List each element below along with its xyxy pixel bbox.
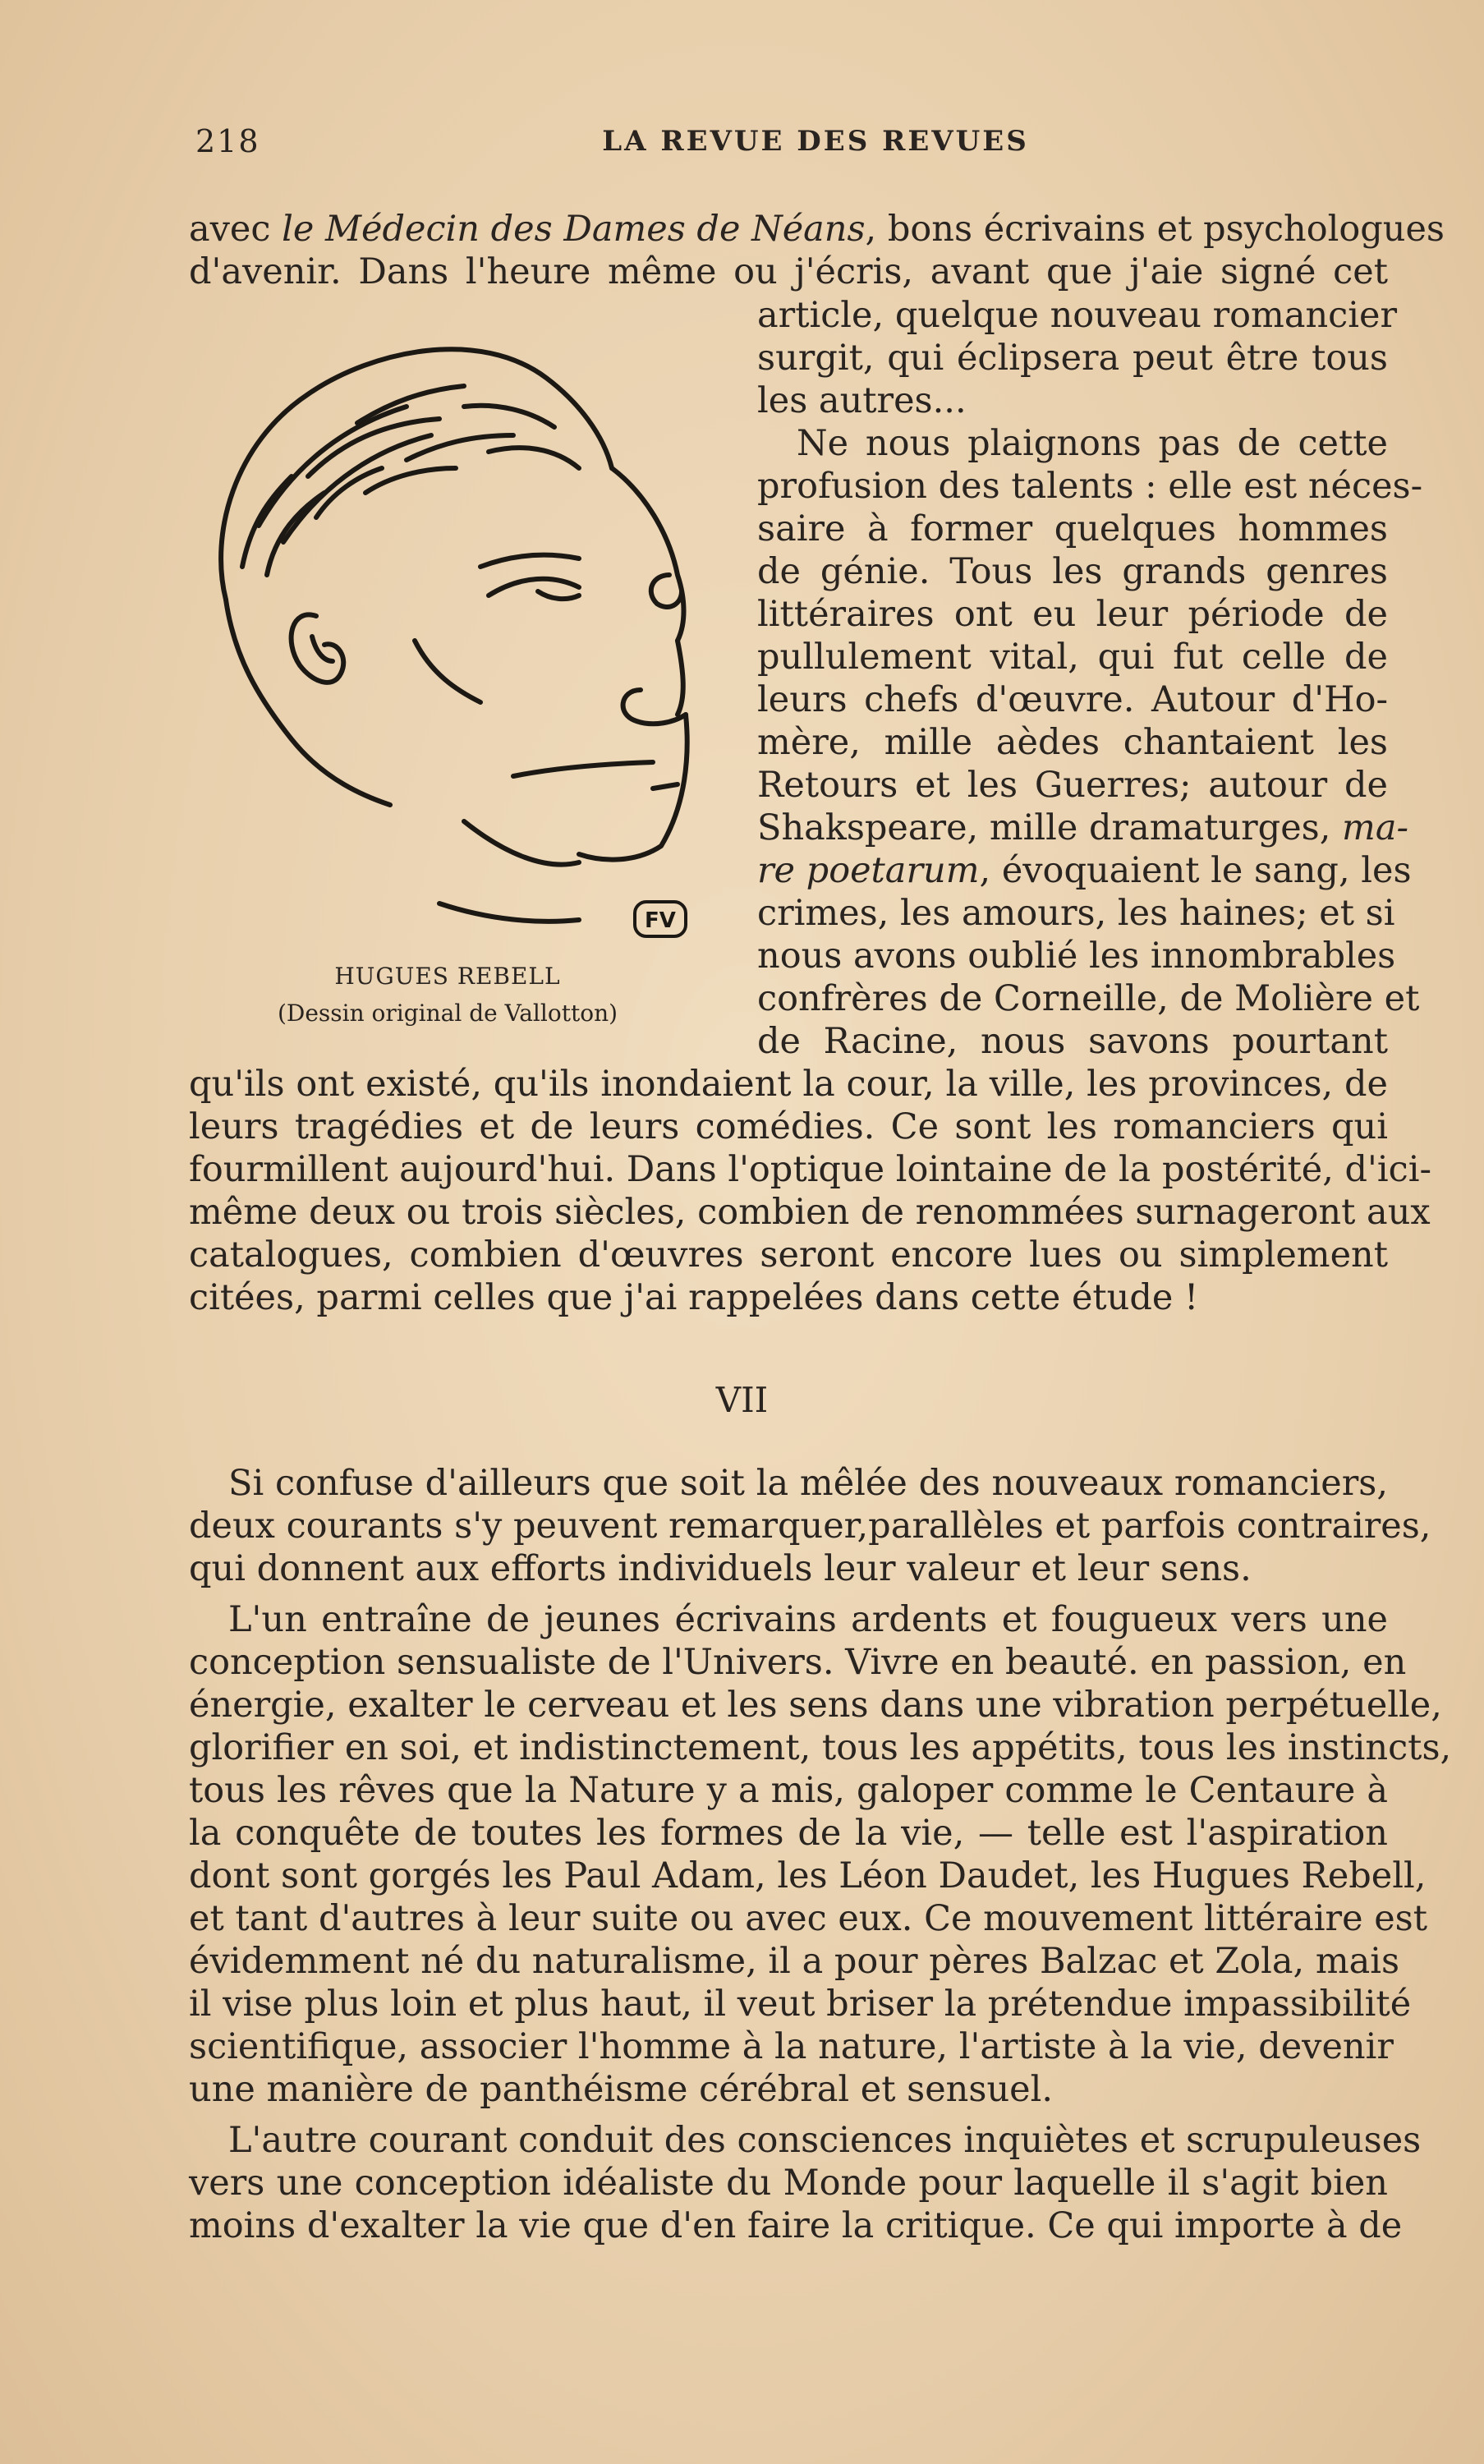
- text-line: et tant d'autres à leur suite ou avec eux. Ce mouvement littéraire est: [189, 1898, 1427, 1939]
- figure-caption-credit: (Dessin original de Vallotton): [277, 1000, 618, 1027]
- text-line: crimes, les amours, les haines; et si: [757, 893, 1395, 934]
- text-line: Retours et les Guerres; autour de: [757, 765, 1388, 806]
- text-line: nous avons oublié les innombrables: [757, 935, 1396, 977]
- figure-caption-name: HUGUES REBELL: [334, 963, 561, 990]
- text-line: surgit, qui éclipsera peut être tous: [757, 338, 1388, 379]
- page-header: [195, 123, 1386, 172]
- text-line: citées, parmi celles que j'ai rappelées dans cette étude !: [189, 1277, 1199, 1318]
- text-line: moins d'exalter la vie que d'en faire la critique. Ce qui importe à de: [189, 2205, 1403, 2246]
- text-line: Ne nous plaignons pas de cette: [797, 423, 1388, 464]
- text-line: pullulement vital, qui fut celle de: [757, 637, 1388, 678]
- text-line: même deux ou trois siècles, combien de renommées surnageront aux: [189, 1192, 1431, 1233]
- text-line: leurs tragédies et de leurs comédies. Ce sont les romanciers qui: [189, 1106, 1388, 1147]
- text-line: L'un entraîne de jeunes écrivains ardents et fougueux vers une: [228, 1599, 1388, 1640]
- text-line: article, quelque nouveau romancier: [757, 295, 1397, 336]
- page-number: 218: [195, 123, 260, 159]
- text-line: les autres...: [757, 380, 967, 421]
- text-line: une manière de panthéisme cérébral et sensuel.: [189, 2069, 1054, 2110]
- portrait-drawing: [193, 329, 723, 953]
- text-line: scientifique, associer l'homme à la nature, l'artiste à la vie, devenir: [189, 2026, 1394, 2067]
- text-line: conception sensualiste de l'Univers. Vivre en beauté. en passion, en: [189, 1642, 1407, 1683]
- text-line: de Racine, nous savons pourtant: [757, 1021, 1388, 1062]
- text-line: qu'ils ont existé, qu'ils inondaient la cour, la ville, les provinces, de: [189, 1064, 1388, 1105]
- text-line: tous les rêves que la Nature y a mis, galoper comme le Centaure à: [189, 1770, 1388, 1811]
- text-line: confrères de Corneille, de Molière et: [757, 978, 1420, 1019]
- text-line: la conquête de toutes les formes de la vie, — telle est l'aspiration: [189, 1813, 1388, 1854]
- text-line: dont sont gorgés les Paul Adam, les Léon Daudet, les Hugues Rebell,: [189, 1855, 1427, 1896]
- text-line: qui donnent aux efforts individuels leur valeur et leur sens.: [189, 1548, 1252, 1589]
- section-heading: VII: [715, 1380, 769, 1420]
- text-line: profusion des talents : elle est néces-: [757, 466, 1423, 507]
- text-line: fourmillent aujourd'hui. Dans l'optique lointaine de la postérité, d'ici-: [189, 1149, 1431, 1190]
- text-line: littéraires ont eu leur période de: [757, 594, 1388, 635]
- text-line: leurs chefs d'œuvre. Autour d'Ho-: [757, 679, 1388, 720]
- text-line: énergie, exalter le cerveau et les sens dans une vibration perpétuelle,: [189, 1685, 1442, 1726]
- text-line: L'autre courant conduit des consciences inquiètes et scrupuleuses: [228, 2120, 1422, 2161]
- text-line: mère, mille aèdes chantaient les: [757, 722, 1388, 763]
- monogram-icon: [635, 902, 686, 936]
- running-title: LA REVUE DES REVUES: [602, 125, 1029, 158]
- text-line: de génie. Tous les grands genres: [757, 551, 1388, 592]
- text-line: avec le Médecin des Dames de Néans, bons écrivains et psychologues: [189, 209, 1445, 250]
- text-line: Shakspeare, mille dramaturges, ma-: [757, 807, 1408, 848]
- text-line: deux courants s'y peuvent remarquer,parallèles et parfois contraires,: [189, 1506, 1431, 1547]
- text-line: Si confuse d'ailleurs que soit la mêlée des nouveaux romanciers,: [228, 1463, 1388, 1504]
- text-line: glorifier en soi, et indistinctement, tous les appétits, tous les instincts,: [189, 1727, 1452, 1768]
- text-line: catalogues, combien d'œuvres seront encore lues ou simplement: [189, 1234, 1388, 1276]
- text-line: évidemment né du naturalisme, il a pour pères Balzac et Zola, mais: [189, 1941, 1400, 1982]
- text-line: re poetarum, évoquaient le sang, les: [757, 850, 1412, 891]
- text-line: vers une conception idéaliste du Monde pour laquelle il s'agit bien: [189, 2163, 1388, 2204]
- portrait-drawing-icon: [193, 329, 723, 953]
- text-line: saire à former quelques hommes: [757, 508, 1388, 549]
- svg-text:FV: FV: [645, 908, 676, 933]
- text-line: il vise plus loin et plus haut, il veut briser la prétendue impassibilité: [189, 1984, 1412, 2025]
- text-line: d'avenir. Dans l'heure même ou j'écris, avant que j'aie signé cet: [189, 251, 1388, 292]
